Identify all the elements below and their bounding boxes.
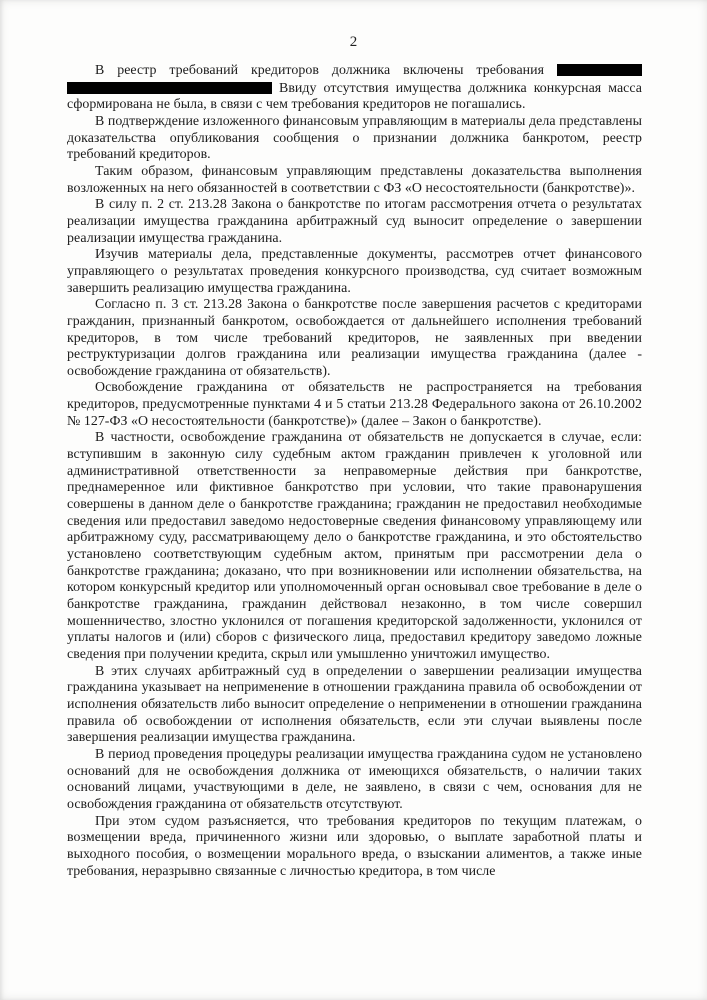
redaction-bar <box>557 64 642 76</box>
paragraph-text: Ввиду отсутствия имущества должника конкурсная масса сформирована не была, в связи с чем требования кредиторов не погашались. <box>67 80 642 113</box>
paragraph: Освобождение гражданина от обязательств не распространяется на требования кредиторов, предусмотренные пунктами 4 и 5 статьи 213.28 Федерального закона от 26.10.2002 № 127-ФЗ «О несостоятельности (банкротстве)» (далее – Закон о банкротстве). <box>67 380 642 429</box>
paragraph: При этом судом разъясняется, что требования кредиторов по текущим платежам, о возмещении вреда, причиненного жизни или здоровью, о выплате заработной платы и выходного пособия, о возмещении морального вреда, о взыскании алиментов, а также иные требования, неразрывно связанные с личностью кредитора, в том числе <box>67 813 642 879</box>
redaction-bar <box>67 82 272 94</box>
paragraph: В период проведения процедуры реализации имущества гражданина судом не установлено оснований для не освобождения должника от имеющихся обязательств, о наличии таких оснований лицами, участвующими в деле, не заявлено, в связи с чем, основания для не освобождения гражданина от обязательств отсутствуют. <box>67 746 642 812</box>
page-number: 2 <box>349 34 358 50</box>
paragraph: В подтверждение изложенного финансовым управляющим в материалы дела представлены доказательства опубликования сообщения о признании должника банкротом, реестр требований кредиторов. <box>67 113 642 163</box>
document-body <box>67 62 642 880</box>
paragraph: Изучив материалы дела, представленные документы, рассмотрев отчет финансового управляющего о результатах проведения конкурсного производства, суд считает возможным завершить реализацию имущества гражданина. <box>67 247 642 296</box>
paragraph-text: В реестр требований кредиторов должника включены требования <box>95 63 545 78</box>
paragraph: Таким образом, финансовым управляющим представлены доказательства выполнения возложенных на него обязанностей в соответствии с ФЗ «О несостоятельности (банкротстве)». <box>67 163 642 196</box>
paragraph: Согласно п. 3 ст. 213.28 Закона о банкротстве после завершения расчетов с кредиторами гражданин, признанный банкротом, освобождается от дальнейшего исполнения требований кредиторов, в том числе требований кредиторов, не заявленных при введении реструктуризации долгов гражданина или реализации имущества гражданина (далее - освобождение гражданина от обязательств). <box>67 297 642 379</box>
paragraph: В этих случаях арбитражный суд в определении о завершении реализации имущества гражданина указывает на неприменение в отношении гражданина правила об освобождении от исполнения обязательств либо выносит определение о неприменении в отношении гражданина правила об освобождении от исполнения обязательств, если эти случаи выявлены после завершения реализации имущества гражданина. <box>67 663 642 746</box>
paragraph: В силу п. 2 ст. 213.28 Закона о банкротстве по итогам рассмотрения отчета о результатах реализации имущества гражданина арбитражный суд выносит определение о завершении реализации имущества гражданина. <box>67 197 642 246</box>
paragraph <box>67 62 642 114</box>
paragraph: В частности, освобождение гражданина от обязательств не допускается в случае, если: вступившим в законную силу судебным актом гражданин привлечен к уголовной или административной ответственности за неправомерные действия при банкротстве, преднамеренное или фиктивное банкротство при условии, что такие правонарушения совершены в данном деле о банкротстве гражданина; гражданин не предоставил необходимые сведения или предоставил заведомо недостоверные сведения финансовому управляющему или арбитражному суду, рассматривающему дело о банкротстве гражданина, и это обстоятельство установлено соответствующим судебным актом, принятым при рассмотрении дела о банкротстве гражданина; доказано, что при возникновении или исполнении обязательства, на котором конкурсный кредитор или уполномоченный орган основывал свое требование в деле о банкротстве гражданина, гражданин действовал незаконно, в том числе совершил мошенничество, злостно уклонился от погашения кредиторской задолженности, уклонился от уплаты налогов и (или) сборов с физического лица, предоставил кредитору заведомо ложные сведения при получении кредита, скрыл или умышленно уничтожил имущество. <box>67 430 642 662</box>
